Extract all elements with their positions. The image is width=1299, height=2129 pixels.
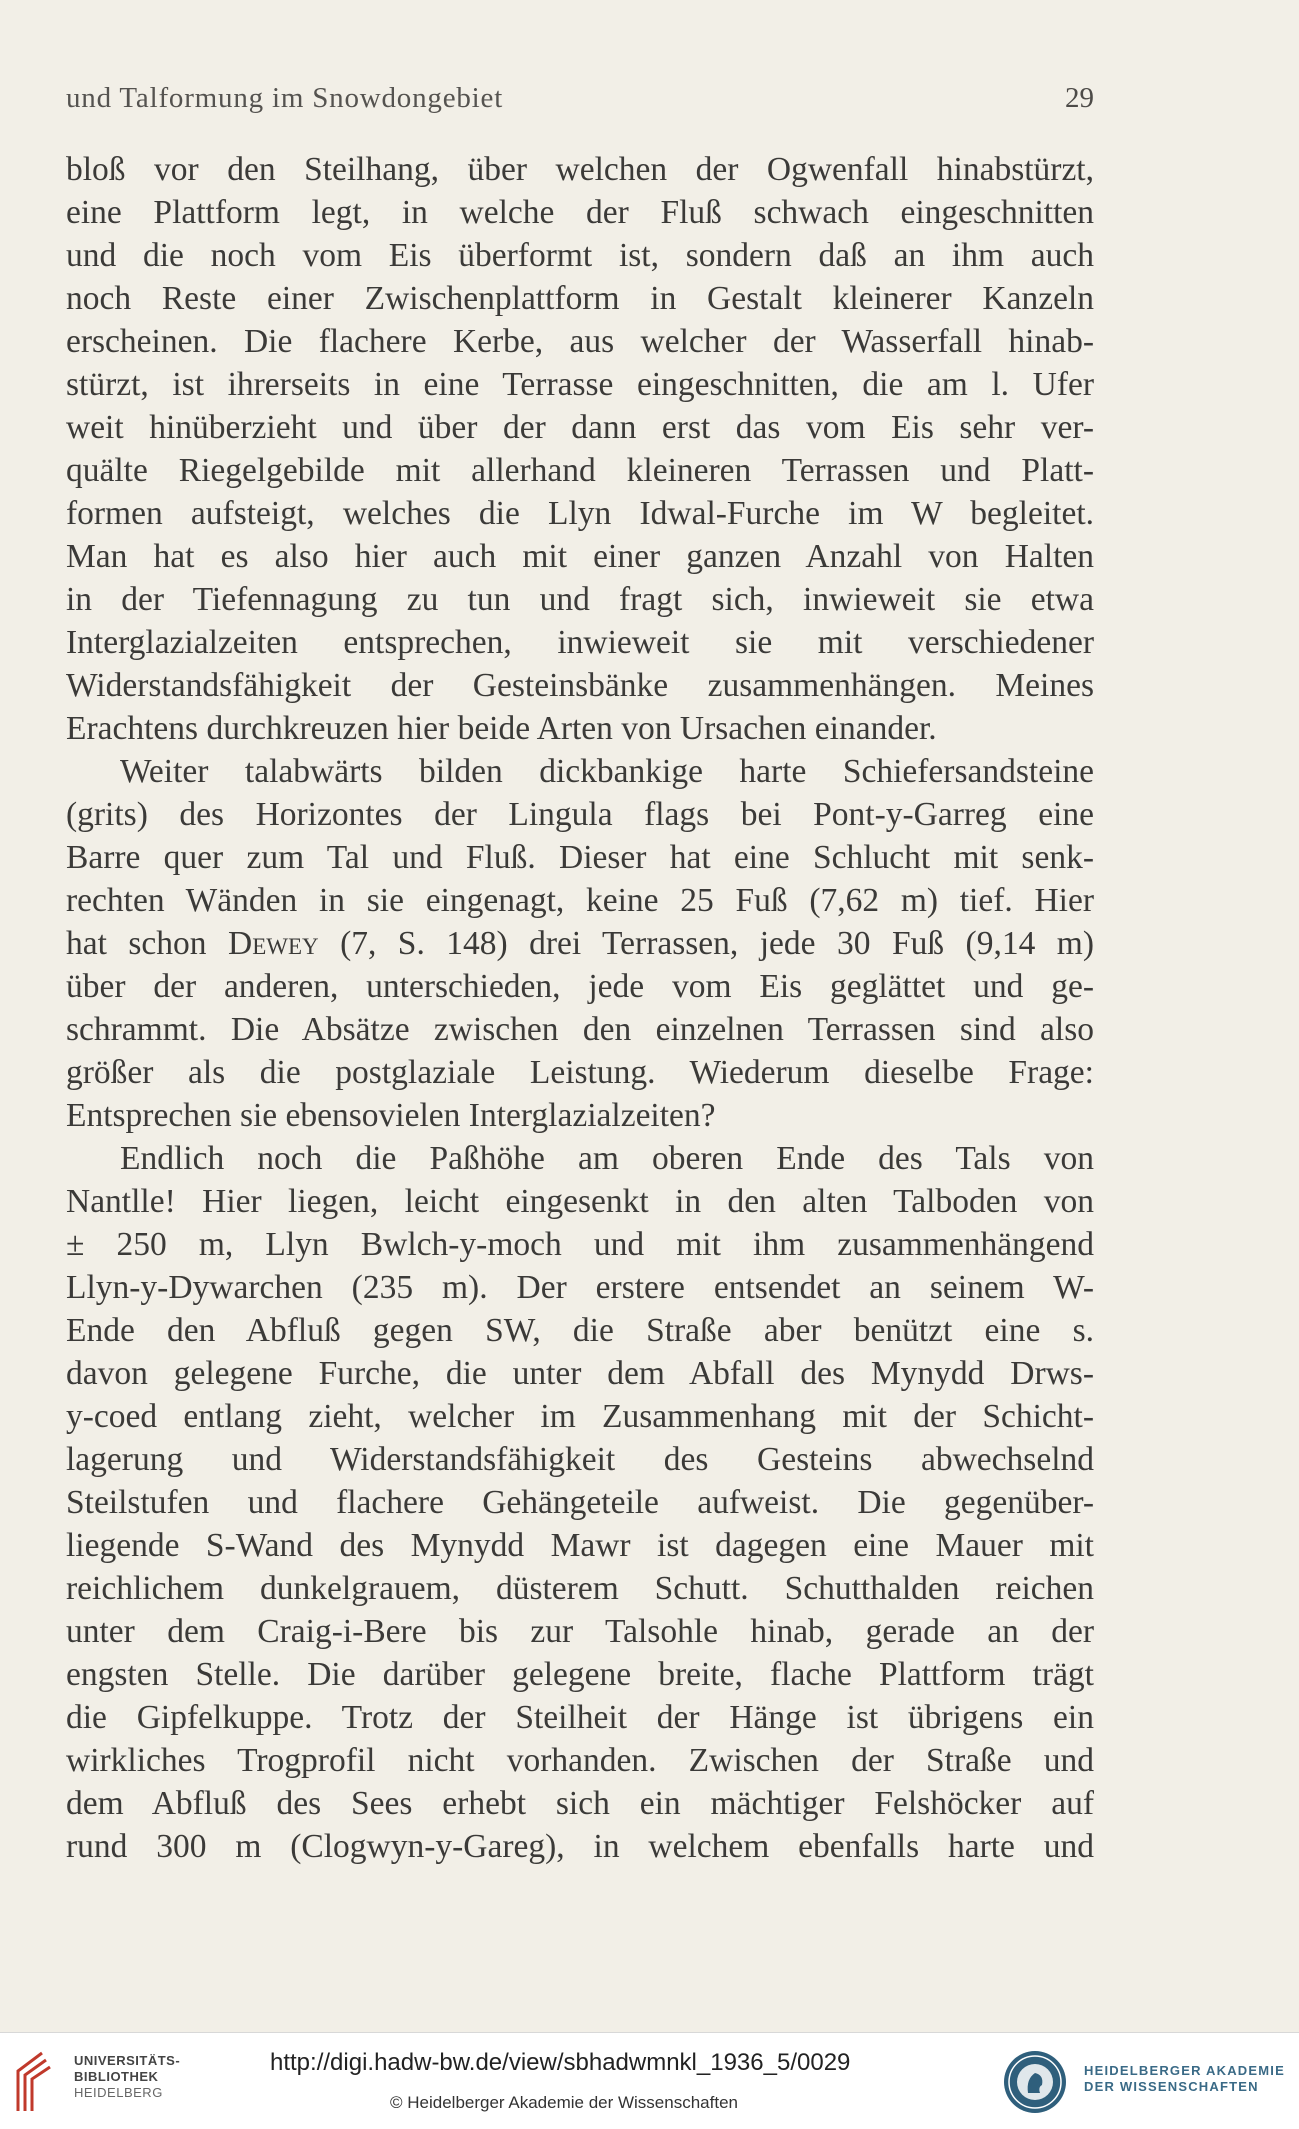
page-number: 29: [1065, 82, 1094, 114]
text-line: größer als die postglaziale Leistung. Wiederum dieselbe Frage:: [66, 1054, 1094, 1091]
text-line: Interglazialzeiten entsprechen, inwieweit sie mit verschiedener: [66, 624, 1094, 661]
text-line: rechten Wänden in sie eingenagt, keine 25 Fuß (7,62 m) tief. Hier: [66, 882, 1094, 919]
text-line: ± 250 m, Llyn Bwlch-y-moch und mit ihm zusammenhängend: [66, 1226, 1094, 1263]
academy-name-line: DER WISSENSCHAFTEN: [1084, 2079, 1259, 2094]
text-line: erscheinen. Die flachere Kerbe, aus welcher der Wasserfall hinab-: [66, 323, 1094, 360]
permalink-url[interactable]: http://digi.hadw-bw.de/view/sbhadwmnkl_1936_5/0029: [270, 2049, 851, 2076]
paragraph-3: [66, 1137, 1094, 1868]
library-name-line: UNIVERSITÄTS-: [74, 2053, 181, 2068]
text-line: weit hinüberzieht und über der dann erst das vom Eis sehr ver-: [66, 409, 1094, 446]
university-library-logo-icon: [12, 2049, 64, 2113]
running-head: [66, 82, 1094, 122]
academy-name-line: HEIDELBERGER AKADEMIE: [1084, 2063, 1285, 2078]
text-line: in der Tiefennagung zu tun und fragt sich, inwieweit sie etwa: [66, 581, 1094, 618]
academy-seal-icon: [1002, 2049, 1068, 2115]
text-line: formen aufsteigt, welches die Llyn Idwal-Furche im W begleitet.: [66, 495, 1094, 532]
text-line: Erachtens durchkreuzen hier beide Arten von Ursachen einander.: [66, 710, 937, 747]
text-line: Man hat es also hier auch mit einer ganzen Anzahl von Halten: [66, 538, 1094, 575]
text-line: (grits) des Horizontes der Lingula flags bei Pont-y-Garreg eine: [66, 796, 1094, 833]
library-name-line: BIBLIOTHEK: [74, 2069, 159, 2084]
text-line: dem Abfluß des Sees erhebt sich ein mächtiger Felshöcker auf: [66, 1785, 1094, 1822]
text-line: davon gelegene Furche, die unter dem Abfall des Mynydd Drws-: [66, 1355, 1094, 1392]
text-line: und die noch vom Eis überformt ist, sondern daß an ihm auch: [66, 237, 1094, 274]
text-line: Widerstandsfähigkeit der Gesteinsbänke zusammenhängen. Meines: [66, 667, 1094, 704]
library-name-line: HEIDELBERG: [74, 2085, 163, 2100]
running-title: und Talformung im Snowdongebiet: [66, 82, 504, 114]
paragraph-2: [66, 750, 1094, 1137]
footer-bar: [0, 2032, 1299, 2129]
text-line: Endlich noch die Paßhöhe am oberen Ende des Tals von: [120, 1140, 1094, 1177]
copyright-notice: © Heidelberger Akademie der Wissenschaften: [390, 2093, 738, 2112]
text-line: die Gipfelkuppe. Trotz der Steilheit der Hänge ist übrigens ein: [66, 1699, 1094, 1736]
text-line: Llyn-y-Dywarchen (235 m). Der erstere entsendet an seinem W-: [66, 1269, 1094, 1306]
text-line: reichlichem dunkelgrauem, düsterem Schutt. Schutthalden reichen: [66, 1570, 1094, 1607]
text-line: Nantlle! Hier liegen, leicht eingesenkt in den alten Talboden von: [66, 1183, 1094, 1220]
text-line: stürzt, ist ihrerseits in eine Terrasse eingeschnitten, die am l. Ufer: [66, 366, 1094, 403]
text-line: liegende S-Wand des Mynydd Mawr ist dagegen eine Mauer mit: [66, 1527, 1094, 1564]
author-name: Dewey: [228, 925, 319, 962]
text-line: y-coed entlang zieht, welcher im Zusammenhang mit der Schicht-: [66, 1398, 1094, 1435]
text-line: Barre quer zum Tal und Fluß. Dieser hat eine Schlucht mit senk-: [66, 839, 1094, 876]
text-line: Entsprechen sie ebensovielen Interglazialzeiten?: [66, 1097, 716, 1134]
text-line: bloß vor den Steilhang, über welchen der Ogwenfall hinabstürzt,: [66, 151, 1094, 188]
text-line: über der anderen, unterschieden, jede vom Eis geglättet und ge-: [66, 968, 1094, 1005]
text-line: Steilstufen und flachere Gehängeteile aufweist. Die gegenüber-: [66, 1484, 1094, 1521]
text-line: engsten Stelle. Die darüber gelegene breite, flache Plattform trägt: [66, 1656, 1094, 1693]
text-line-with-citation: [66, 922, 1094, 965]
body-text: [66, 148, 1094, 1868]
text-line: Weiter talabwärts bilden dickbankige harte Schiefersandsteine: [120, 753, 1094, 790]
text-line: wirkliches Trogprofil nicht vorhanden. Zwischen der Straße und: [66, 1742, 1094, 1779]
university-library-name: [74, 2053, 180, 2101]
text-line: Ende den Abfluß gegen SW, die Straße aber benützt eine s.: [66, 1312, 1094, 1349]
paragraph-1: [66, 148, 1094, 750]
text-line: eine Plattform legt, in welche der Fluß schwach eingeschnitten: [66, 194, 1094, 231]
text-line: schrammt. Die Absätze zwischen den einzelnen Terrassen sind also: [66, 1011, 1094, 1048]
text-line: noch Reste einer Zwischenplattform in Gestalt kleinerer Kanzeln: [66, 280, 1094, 317]
text-line: unter dem Craig-i-Bere bis zur Talsohle hinab, gerade an der: [66, 1613, 1094, 1650]
text-line: quälte Riegelgebilde mit allerhand kleineren Terrassen und Platt-: [66, 452, 1094, 489]
text-fragment: (7, S. 148) drei Terrassen, jede 30 Fuß (9,14 m): [318, 925, 1094, 962]
text-line: lagerung und Widerstandsfähigkeit des Gesteins abwechselnd: [66, 1441, 1094, 1478]
text-line: rund 300 m (Clogwyn-y-Gareg), in welchem ebenfalls harte und: [66, 1828, 1094, 1865]
text-fragment: hat schon: [66, 925, 207, 962]
academy-name: [1084, 2063, 1285, 2095]
